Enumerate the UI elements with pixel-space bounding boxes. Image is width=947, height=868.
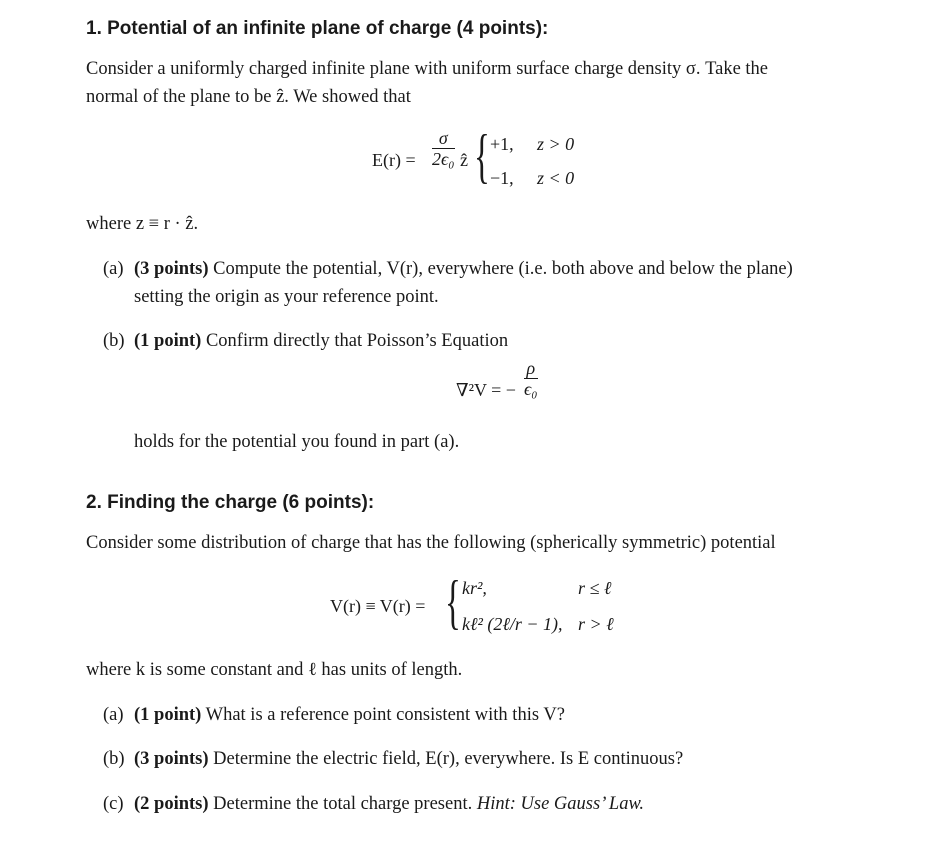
q1-case1-cond: z > 0 [537, 134, 575, 154]
q1-intro-line1: Consider a uniformly charged infinite plane with uniform surface charge density σ. Take the [86, 59, 769, 79]
q2-b-points: (3 points) [134, 749, 209, 769]
q2-case2-val: kℓ² (2ℓ/r − 1), [462, 614, 563, 634]
q2-where: where k is some constant and ℓ has units of length. [86, 660, 463, 680]
q1-b-line [134, 327, 508, 355]
q2-b-line [134, 745, 683, 773]
q1-poisson-den: ϵ₀ [524, 379, 538, 399]
q1-b-points: (1 point) [134, 331, 202, 351]
q1-b-text: Confirm directly that Poisson’s Equation [205, 331, 509, 351]
q1-eq-fraction [432, 128, 455, 169]
q1-case1-val: +1, [490, 134, 514, 154]
q1-a-text1: Compute the potential, V(r), everywhere (i.e. both above and below the plane) [213, 259, 793, 279]
q1-a-points: (3 points) [134, 259, 209, 279]
q1-poisson-frac [524, 358, 538, 399]
q2-a-label: (a) [103, 705, 124, 725]
q1-case2-val: −1, [490, 168, 514, 188]
q2-c-label: (c) [103, 794, 124, 814]
q2-case2-cond: r > ℓ [578, 614, 614, 634]
q2-case1-val: kr², [462, 578, 487, 598]
q1-a-text2: setting the origin as your reference point. [134, 287, 439, 307]
q2-a-points: (1 point) [134, 705, 202, 725]
q1-b-text2: holds for the potential you found in part (a). [134, 432, 460, 452]
q1-where: where z ≡ r · ẑ. [86, 214, 199, 234]
q2-b-text: Determine the electric field, E(r), everywhere. Is E continuous? [213, 749, 684, 769]
q1-eq-brace: { [474, 123, 490, 189]
q1-intro-line2: normal of the plane to be ẑ. We showed that [86, 87, 411, 107]
q1-heading: 1. Potential of an infinite plane of charge (4 points): [86, 18, 549, 39]
q2-c-points: (2 points) [134, 794, 209, 814]
q1-poisson-lhs: ∇²V = − [456, 380, 516, 400]
q1-poisson-num: ρ [524, 358, 538, 379]
q1-case2-cond: z < 0 [537, 168, 575, 188]
q2-case1-cond: r ≤ ℓ [578, 578, 612, 598]
q2-b-label: (b) [103, 749, 125, 769]
q1-a-line1 [134, 255, 793, 283]
q1-eq-unit: ẑ [460, 150, 468, 170]
q2-a-line [134, 701, 565, 729]
q1-a-label: (a) [103, 259, 124, 279]
q2-a-text: What is a reference point consistent with this V? [205, 705, 565, 725]
q2-c-text: Determine the total charge present. [213, 794, 473, 814]
q1-eq-den: 2ϵ₀ [432, 149, 455, 169]
q1-b-label: (b) [103, 331, 125, 351]
q2-c-line [134, 790, 644, 818]
q1-eq-num: σ [432, 128, 455, 149]
q2-intro: Consider some distribution of charge that has the following (spherically symmetric) potential [86, 533, 776, 553]
q1-poisson-fraction [524, 358, 538, 399]
q2-eq-brace: { [445, 569, 461, 635]
q2-c-hint: Hint: Use Gauss’ Law. [476, 794, 645, 814]
q2-eq-lhs: V(r) ≡ V(r) = [330, 596, 426, 616]
q1-eq-lhs: E(r) = [372, 150, 416, 170]
q1-eq-frac [432, 128, 455, 169]
q2-heading: 2. Finding the charge (6 points): [86, 492, 375, 513]
